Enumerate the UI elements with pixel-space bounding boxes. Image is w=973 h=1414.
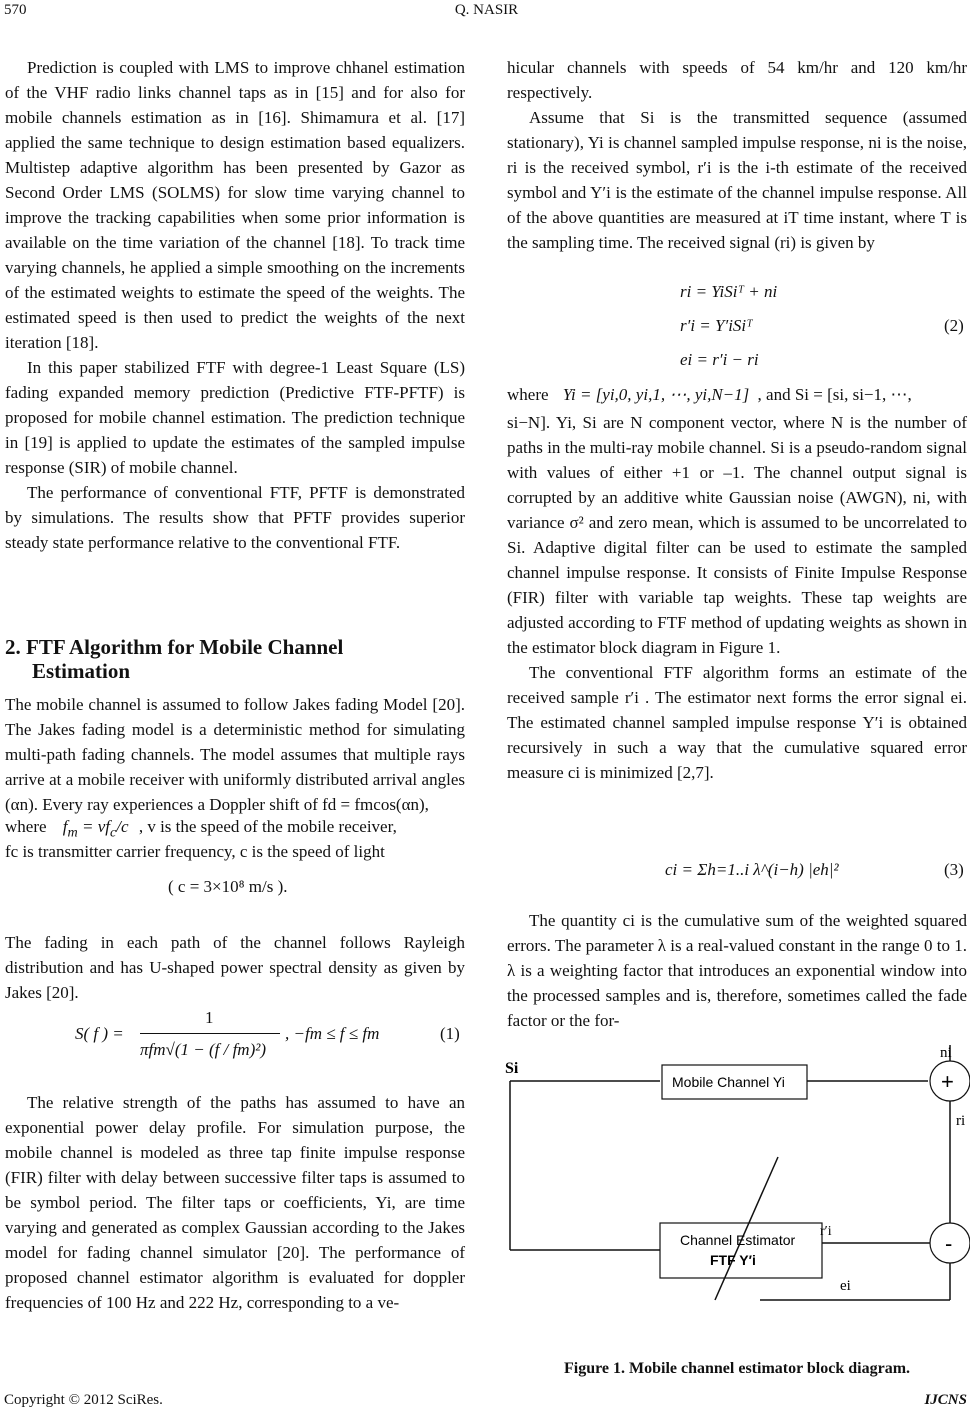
paragraph: Assume that Si is the transmitted sequence (assumed stationary), Yi is channel sampled impulse response, ni is the noise, ri is the received symbol, r′i is the i-th estimate of the received symbol and Y′i is the estimate of the channel impulse response. All of the above quantities are measured at iT time instant, where T is the sampling time. The received signal (ri) is given by xyxy=(507,108,967,252)
where-label: where xyxy=(5,817,47,836)
plus-sign: + xyxy=(941,1069,954,1094)
equation-3: ci = Σh=1..i λ^(i−h) |eh|² xyxy=(665,860,839,879)
paragraph: The fading in each path of the channel follows Rayleigh distribution and has U-shaped power spectral density as given by Jakes [20]. xyxy=(5,933,465,1002)
line-fc: fc is transmitter carrier frequency, c is the speed of light xyxy=(5,842,385,861)
section-heading-cont: Estimation xyxy=(32,659,131,683)
formula-fm: $f_m = vf_c/c$ xyxy=(62,817,129,841)
Y-vector-def: Yi = [yi,0, yi,1, ⋯, yi,N−1] xyxy=(562,385,750,404)
paragraph: The relative strength of the paths has assumed to have an exponential power delay profile. For simulation purpose, the mobile channel is modeled as three tap finite impulse response (FIR) filter with delay between successive filter taps is assumed to be symbol period. The filter taps or coefficients, Yi, are time varying and generated as complex Gaussian according to the Jakes model for fading channel simulator [20]. The performance of proposed channel estimator algorithm is evaluated for doppler frequencies of 100 Hz and 222 Hz, corresponding to a ve- xyxy=(5,1093,465,1312)
right-column-body2 xyxy=(507,908,967,1033)
paragraph: The mobile channel is assumed to follow Jakes fading Model [20]. The Jakes fading model is a deterministic method for simulating multi-path fading channels. The model assumes that multiple rays arrive at a mobile receiver with uniformly distributed arrival angles (αn). Every ray experiences a Doppler shift of fd = fmcos(αn), xyxy=(5,695,465,814)
running-header-author: Q. NASIR xyxy=(454,2,519,18)
copyright: Copyright © 2012 SciRes. xyxy=(4,1392,163,1408)
equation-2-line1: ri = YiSiᵀ + ni xyxy=(680,282,778,301)
equation-2-line3: ei = r′i − ri xyxy=(680,350,759,369)
section-heading: 2. FTF Algorithm for Mobile Channel xyxy=(5,635,344,659)
estimator-label-line2: FTF Y′i xyxy=(710,1252,756,1268)
S-vector-def: , and Si = [si, si−1, ⋯, xyxy=(757,385,912,404)
estimator-label-line1: Channel Estimator xyxy=(680,1232,796,1248)
right-column xyxy=(507,55,967,255)
paragraph: si−N]. Yi, Si are N component vector, where N is the number of paths in the multi-ray mobile channel. Si is a pseudo-random signal with values of either +1 or –1. The channel output signal is corrupted by an additive white Gaussian noise (AWGN), ni, with variance σ² and zero mean, which is assumed to be uncorrelated to Si. Adaptive digital filter can be used to estimate the sampled channel impulse response. It consists of Finite Impulse Response (FIR) filter with variable tap weights. These tap weights are adjusted according to FTF method of updating weights as shown in the estimator block diagram in Figure 1. xyxy=(507,413,967,657)
label-ri-prime: r′i xyxy=(820,1224,832,1239)
left-column xyxy=(5,55,465,555)
equation-1-numerator: 1 xyxy=(205,1008,214,1027)
journal-name: IJCNS xyxy=(924,1392,967,1408)
label-ei: ei xyxy=(840,1278,851,1294)
where-label: where xyxy=(507,385,549,404)
left-column-body xyxy=(5,692,465,817)
left-column-body2 xyxy=(5,930,465,1005)
paragraph: The conventional FTF algorithm forms an estimate of the received sample r′i . The estimator next forms the error signal ei. The estimated channel sampled impulse response Y′i is obtained recursively in such a way that the cumulative squared error measure ci is minimized [2,7]. xyxy=(507,663,967,782)
equation-speed-of-light: ( c = 3×10⁸ m/s ). xyxy=(168,877,288,896)
page-number: 570 xyxy=(4,2,27,18)
block-diagram xyxy=(500,1045,970,1345)
paragraph: Prediction is coupled with LMS to improve chhanel estimation of the VHF radio links channel taps as in [15] and for also for mobile channels estimation as in [16]. Shimamura et al. [17] applied the same technique to design estimation based equalizers. Multistep adaptive algorithm has been presented by Gazor as Second Order LMS (SOLMS) for slow time varying channel to improve the tracking capabilities when some prior information is available on the time variation of the channel [18]. To track time varying channels, he applied a simple smoothing on the increments of the estimated weights to estimate the speed of the weights. The estimated speed is then used to predict the weights of the next iteration [18]. xyxy=(5,58,465,352)
label-si: Si xyxy=(505,1060,519,1077)
where-Y-line xyxy=(507,385,967,405)
equation-1-lhs: S( f ) = xyxy=(75,1024,124,1043)
left-column-body3 xyxy=(5,1090,465,1315)
equation-3-number: (3) xyxy=(944,860,964,879)
equation-1-denominator: πfm√(1 − (f / fm)²) xyxy=(140,1040,267,1059)
paragraph: The performance of conventional FTF, PFTF is demonstrated by simulations. The results show that PFTF provides superior steady state performance relative to the conventional FTF. xyxy=(5,483,465,552)
equation-1-number: (1) xyxy=(440,1024,460,1043)
label-ri: ri xyxy=(956,1113,966,1129)
label-ni: ni xyxy=(940,1045,952,1061)
equation-2-line2: r′i = Y′iSiᵀ xyxy=(680,316,753,335)
where-line xyxy=(5,817,397,841)
figure-caption: Figure 1. Mobile channel estimator block diagram. xyxy=(563,1360,911,1377)
equation-2-number: (2) xyxy=(944,316,964,335)
minus-sign: - xyxy=(945,1231,953,1256)
paragraph: hicular channels with speeds of 54 km/hr and 120 km/hr respectively. xyxy=(507,58,967,102)
paragraph: In this paper stabilized FTF with degree-1 Least Square (LS) fading expanded memory prediction (Predictive FTF-PFTF) is proposed for mobile channel estimation. The prediction technique in [19] is applied to update the estimates of the sampled impulse response (SIR) of mobile channel. xyxy=(5,358,465,477)
where-rest: , v is the speed of the mobile receiver, xyxy=(138,817,397,836)
mobile-channel-label: Mobile Channel Yi xyxy=(672,1074,785,1090)
equation-1-range: , −fm ≤ f ≤ fm xyxy=(285,1024,380,1043)
paragraph: The quantity ci is the cumulative sum of the weighted squared errors. The parameter λ is a real-valued constant in the range 0 to 1. λ is a weighting factor that introduces an exponential window into the processed samples and is, therefore, sometimes called the fade factor or the for- xyxy=(507,911,967,1030)
right-column-body xyxy=(507,410,967,785)
fraction-bar xyxy=(140,1033,280,1034)
